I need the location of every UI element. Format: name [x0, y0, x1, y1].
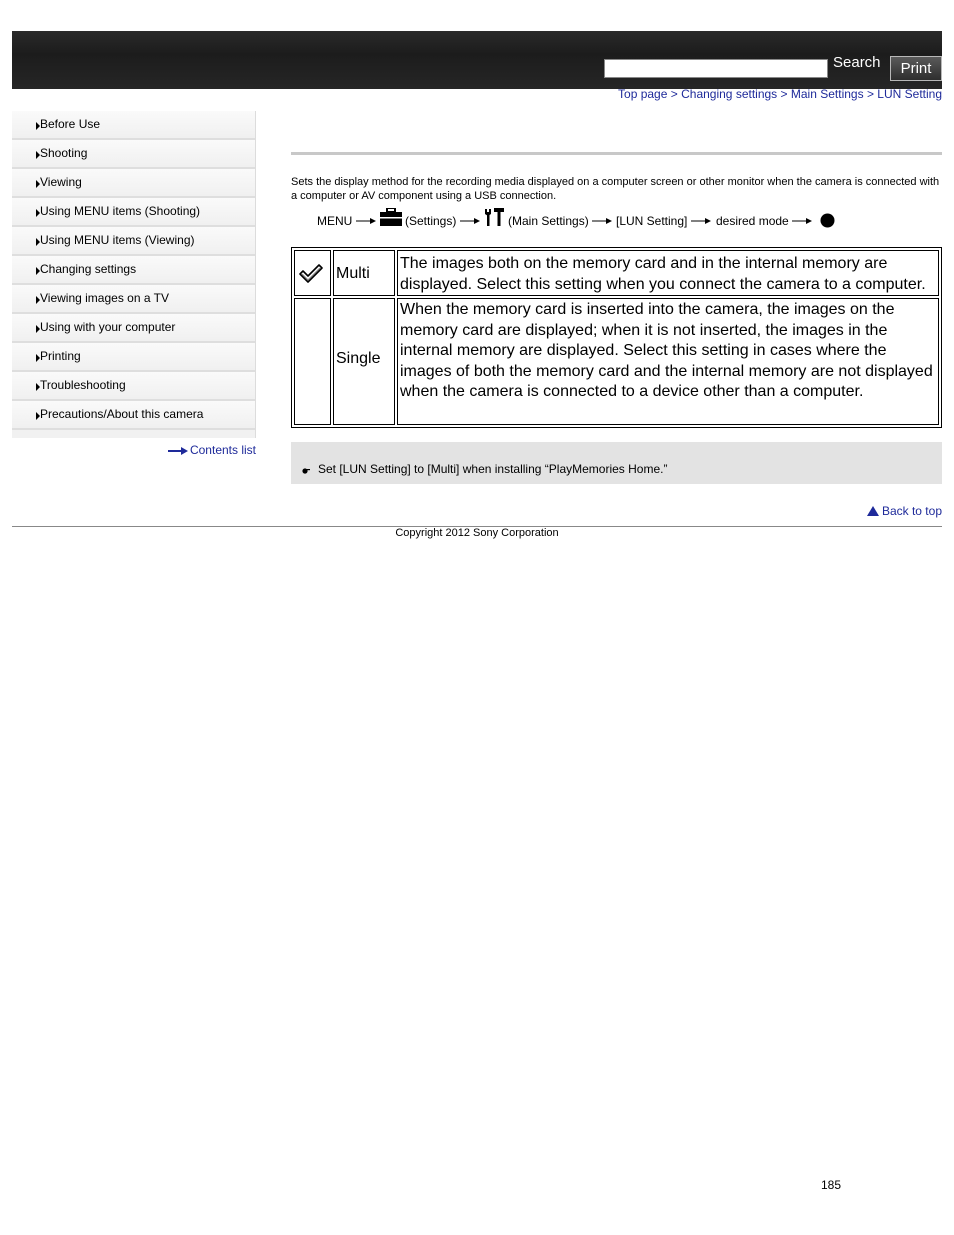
- sidebar-item-label: Before Use: [40, 117, 101, 131]
- sidebar-item-shooting[interactable]: [12, 140, 255, 169]
- sidebar-item-troubleshooting[interactable]: [12, 372, 255, 401]
- sidebar-item-viewing-tv[interactable]: [12, 285, 255, 314]
- sidebar-item-label: Using MENU items (Viewing): [40, 233, 195, 247]
- table-row-selected-cell: [294, 250, 331, 296]
- sidebar-item-precautions[interactable]: [12, 401, 255, 430]
- check-icon: [299, 264, 323, 284]
- arrow-right-icon: [460, 218, 480, 224]
- sidebar-item-label: Viewing: [40, 175, 82, 189]
- settings-label: (Settings): [405, 214, 457, 228]
- note-box: [291, 442, 942, 484]
- wrench-icon: [483, 208, 505, 227]
- main-settings-label: (Main Settings): [508, 214, 589, 228]
- breadcrumb-separator: >: [780, 87, 788, 101]
- triangle-up-icon: [867, 506, 879, 516]
- table-row-selected-cell: [294, 298, 331, 425]
- arrow-right-icon: [792, 218, 812, 224]
- sidebar-item-label: Using MENU items (Shooting): [40, 204, 201, 218]
- sidebar-item-printing[interactable]: [12, 343, 255, 372]
- breadcrumb-separator: >: [866, 87, 874, 101]
- search-input[interactable]: [604, 59, 828, 78]
- breadcrumb-separator: >: [670, 87, 678, 101]
- sidebar-item-label: Printing: [40, 349, 81, 363]
- sidebar-item-before-use[interactable]: [12, 111, 255, 140]
- sidebar-item-label: Viewing images on a TV: [40, 291, 169, 305]
- contents-list-link[interactable]: [168, 443, 256, 457]
- option-name-multi: Multi: [333, 250, 395, 296]
- back-to-top-label: Back to top: [881, 504, 942, 518]
- circle-button-icon: [820, 213, 835, 228]
- sidebar-item-viewing[interactable]: [12, 169, 255, 198]
- breadcrumb-main-settings[interactable]: Main Settings: [790, 87, 864, 101]
- menu-label: MENU: [317, 214, 353, 228]
- arrow-right-icon: [356, 218, 376, 224]
- copyright-text: Copyright 2012 Sony Corporation: [395, 527, 559, 539]
- sidebar-item-changing-settings[interactable]: [12, 256, 255, 285]
- description-text: Sets the display method for the recording media displayed on a computer screen or other monitor when the camera is connected with a computer or AV component using a USB connection.: [291, 176, 940, 202]
- bullet-icon: [302, 468, 310, 474]
- note-text: Set [LUN Setting] to [Multi] when installing “PlayMemories Home.”: [318, 462, 668, 476]
- arrow-right-icon: [168, 447, 188, 455]
- breadcrumb-lun-setting[interactable]: LUN Setting: [877, 87, 942, 101]
- header-bar: [12, 31, 942, 89]
- arrow-right-icon: [691, 218, 711, 224]
- sidebar-item-label: Shooting: [40, 146, 88, 160]
- contents-list-label: Contents list: [189, 443, 256, 457]
- sidebar-item-label: Changing settings: [40, 262, 137, 276]
- sidebar-item-menu-viewing[interactable]: [12, 227, 255, 256]
- sidebar-item-label: Using with your computer: [40, 320, 176, 334]
- arrow-right-icon: [592, 218, 612, 224]
- lun-setting-label: [LUN Setting]: [616, 214, 688, 228]
- sidebar-item-label: Troubleshooting: [40, 378, 126, 392]
- sidebar-item-label: Precautions/About this camera: [40, 407, 204, 421]
- breadcrumb-top-page[interactable]: Top page: [618, 87, 668, 101]
- desired-mode-label: desired mode: [716, 214, 789, 228]
- option-desc-single: When the memory card is inserted into the camera, the images on the memory card are displayed; when it is not inserted, the images in the internal memory are displayed. Select this setting in cases where the images of both the memory card and the internal memory are not displayed when the camera is connected to a device other than a computer.: [397, 298, 939, 425]
- print-button[interactable]: Print: [890, 56, 942, 81]
- page-number: 185: [821, 1178, 842, 1192]
- title-divider: [291, 152, 942, 155]
- sidebar-item-menu-shooting[interactable]: [12, 198, 255, 227]
- back-to-top-link[interactable]: [867, 504, 942, 518]
- breadcrumb-changing-settings[interactable]: Changing settings: [681, 87, 778, 101]
- breadcrumb: [618, 87, 942, 101]
- option-name-single: Single: [333, 298, 395, 425]
- search-button[interactable]: Search: [833, 54, 881, 71]
- options-table: [291, 247, 942, 428]
- toolbox-icon: [380, 208, 402, 226]
- sidebar: [12, 111, 256, 438]
- option-desc-multi: The images both on the memory card and in the internal memory are displayed. Select this setting when you connect the camera to a computer.: [397, 250, 939, 296]
- sidebar-item-computer[interactable]: [12, 314, 255, 343]
